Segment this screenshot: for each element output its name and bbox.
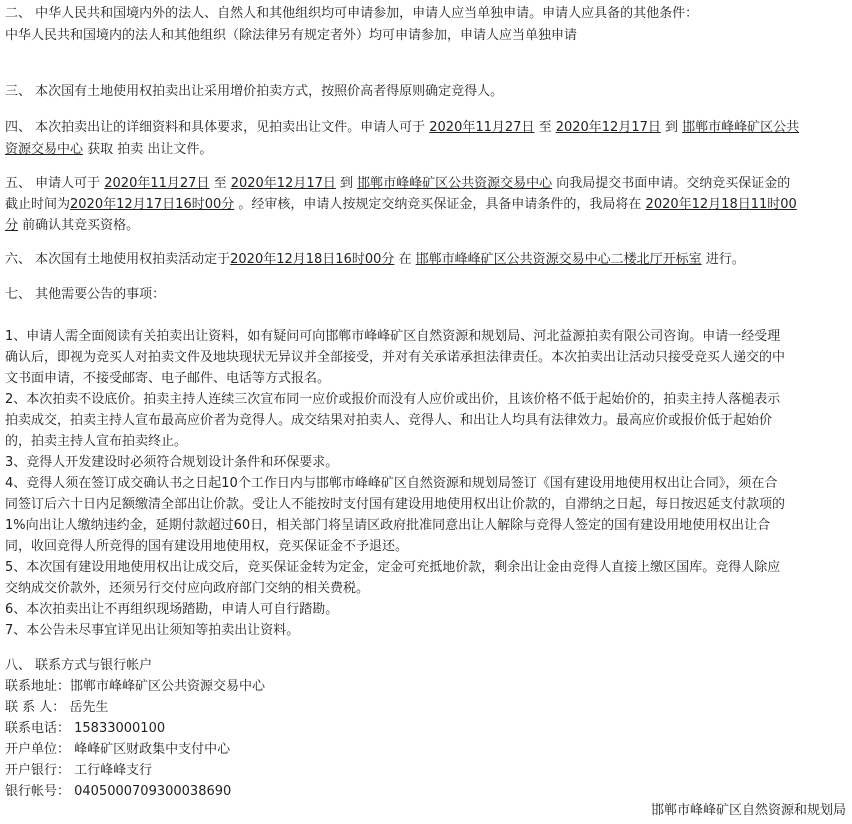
item-4-line-4: 同，收回竞得人所竞得的国有建设用地使用权，竞买保证金不予退还。 [5, 539, 409, 554]
apply-venue-link[interactable]: 邯郸市峰峰矿区公共资源交易中心 [357, 176, 553, 191]
item-4-line-2: 同签订后六十日内足额缴清全部出让价款。受让人不能按时支付国有建设用地使用权出让价款的，自滞纳之日起，每日按迟延支付款项的 [5, 497, 786, 512]
section-3: 三、 本次国有土地使用权拍卖出让采用增价拍卖方式，按照价高者得原则确定竞得人。 [5, 84, 504, 99]
bank-name: 开户银行： 工行峰峰支行 [5, 763, 153, 778]
item-4-line-3: 1%向出让人缴纳违约金，延期付款超过60日，相关部门将呈请区政府批准同意出让人解除与竞得人签定的国有建设用地使用权出让合 [5, 518, 771, 533]
item-5-line-2: 交纳成交价款外，还须另行交付应向政府部门交纳的相关费税。 [5, 581, 370, 596]
section-4-line-2: 资源交易中心 获取 拍卖 出让文件。 [5, 142, 213, 157]
item-2-line-1: 2、本次拍卖不设底价。拍卖主持人连续三次宣布同一应价或报价而没有人应价或出价，且该价格不低于起始价的，拍卖主持人落槌表示 [5, 392, 781, 407]
apply-start-date-link[interactable]: 2020年11月27日 [104, 176, 210, 191]
item-1-line-1: 1、申请人需全面阅读有关拍卖出让资料，如有疑问可向邯郸市峰峰矿区自然资源和规划局、河北益源拍卖有限公司咨询。申请一经受理 [5, 329, 781, 344]
item-7: 7、本公告未尽事宜详见出让须知等拍卖出让资料。 [5, 623, 300, 638]
section-2-line-1: 二、 中华人民共和国境内外的法人、自然人和其他组织均可申请参加，申请人应当单独申请。申请人应具备的其他条件： [5, 6, 699, 21]
item-5-line-1: 5、本次国有建设用地使用权出让成交后，竞买保证金转为定金，定金可充抵地价款，剩余出让金由竞得人直接上缴区国库。竞得人除应 [5, 560, 781, 575]
item-6: 6、本次拍卖出让不再组织现场踏勘，申请人可自行踏勘。 [5, 602, 339, 617]
item-1-line-2: 确认后，即视为竞买人对拍卖文件及地块现状无异议并全部接受，并对有关承诺承担法律责任。本次拍卖出让活动只接受竞买人递交的中 [5, 350, 786, 365]
start-date-link[interactable]: 2020年11月27日 [429, 120, 535, 135]
deposit-deadline-link[interactable]: 2020年12月17日16时00分 [70, 197, 235, 212]
account-unit: 开户单位： 峰峰矿区财政集中支付中心 [5, 742, 231, 757]
issuer-signature: 邯郸市峰峰矿区自然资源和规划局 [650, 803, 846, 818]
section-8-heading: 八、 联系方式与银行帐户 [5, 658, 153, 673]
contact-address: 联系地址：邯郸市峰峰矿区公共资源交易中心 [5, 679, 266, 694]
qualification-time-link-continued[interactable]: 分 [5, 218, 19, 233]
section-2-line-2: 中华人民共和国境内的法人和其他组织（除法律另有规定者外）均可申请参加，申请人应当单独申请 [5, 28, 578, 43]
end-date-link[interactable]: 2020年12月17日 [555, 120, 661, 135]
contact-person: 联 系 人： 岳先生 [5, 700, 109, 715]
auction-time-link[interactable]: 2020年12月18日16时00分 [230, 252, 395, 267]
section-5-line-2: 截止时间为2020年12月17日16时00分 。经审核，申请人按规定交纳竞买保证金，具备申请条件的，我局将在 2020年12月18日11时00 [5, 197, 797, 212]
section-5-line-3: 分 前确认其竞买资格。 [5, 218, 140, 233]
venue-link[interactable]: 邯郸市峰峰矿区公共 [682, 120, 800, 135]
item-3: 3、竞得人开发建设时必须符合规划设计条件和环保要求。 [5, 455, 339, 470]
item-2-line-2: 拍卖成交，拍卖主持人宣布最高应价者为竞得人。成交结果对拍卖人、竞得人、和出让人均具有法律效力。最高应价或报价低于起始价 [5, 413, 773, 428]
contact-phone: 联系电话： 15833000100 [5, 721, 166, 736]
account-number: 银行帐号： 0405000709300038690 [5, 784, 232, 799]
item-1-line-3: 文书面申请，不接受邮寄、电子邮件、电话等方式报名。 [5, 371, 331, 386]
section-6: 六、 本次国有土地使用权拍卖活动定于2020年12月18日16时00分 在 邯郸市峰峰矿区公共资源交易中心二楼北厅开标室 进行。 [5, 252, 745, 267]
venue-link-continued[interactable]: 资源交易中心 [5, 142, 84, 157]
qualification-time-link[interactable]: 2020年12月18日11时00 [645, 197, 797, 212]
item-4-line-1: 4、竞得人须在签订成交确认书之日起10个工作日内与邯郸市峰峰矿区自然资源和规划局签订《国有建设用地使用权出让合同》，须在合 [5, 476, 778, 491]
section-7-heading: 七、 其他需要公告的事项： [5, 287, 166, 302]
apply-end-date-link[interactable]: 2020年12月17日 [230, 176, 336, 191]
section-4-line-1: 四、 本次拍卖出让的详细资料和具体要求，见拍卖出让文件。申请人可于 2020年11月27日 至 2020年12月17日 到 邯郸市峰峰矿区公共 [5, 120, 800, 135]
auction-venue-link[interactable]: 邯郸市峰峰矿区公共资源交易中心二楼北厅开标室 [415, 252, 702, 267]
section-5-line-1: 五、 申请人可于 2020年11月27日 至 2020年12月17日 到 邯郸市峰峰矿区公共资源交易中心 向我局提交书面申请。交纳竞买保证金的 [5, 176, 791, 191]
item-2-line-3: 的，拍卖主持人宣布拍卖终止。 [5, 434, 188, 449]
